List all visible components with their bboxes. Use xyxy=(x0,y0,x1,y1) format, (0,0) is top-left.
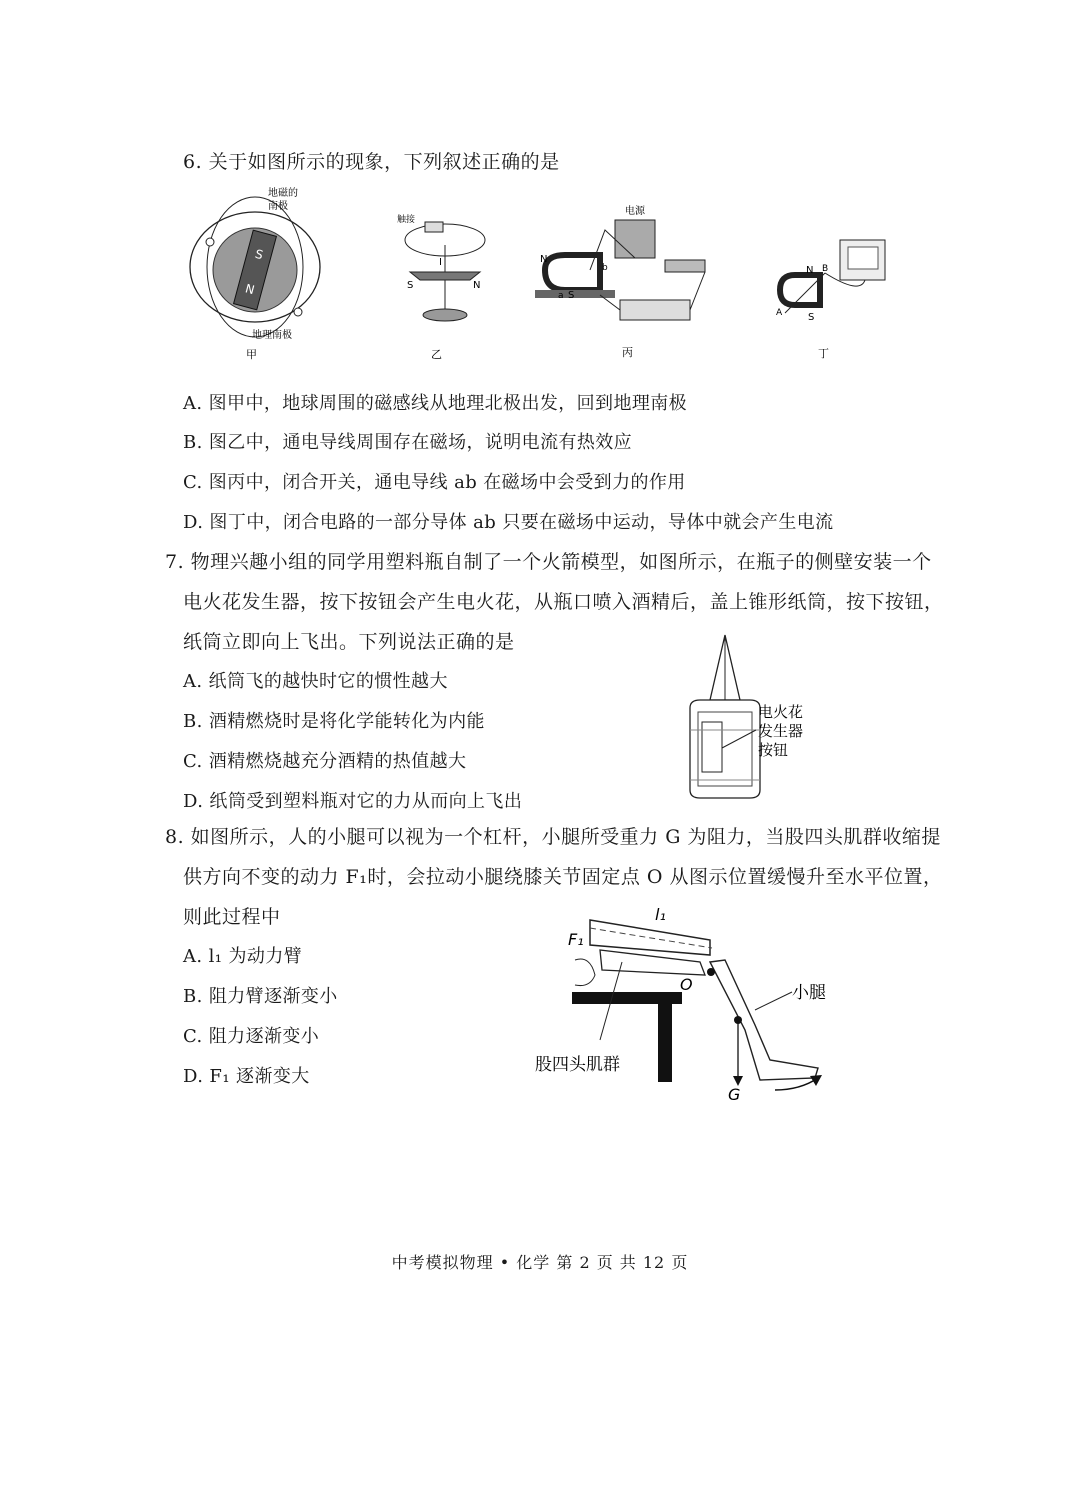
q8-option-b: B. 阻力臂逐渐变小 xyxy=(183,986,338,1007)
yi-i: I xyxy=(439,257,442,268)
label-g: G xyxy=(728,1085,741,1104)
bing-b: b xyxy=(602,263,608,273)
q7-stem-line-2: 电火花发生器，按下按钮会产生电火花，从瓶口喷入酒精后，盖上锥形纸筒，按下按钮， xyxy=(183,591,944,613)
bing-a: a xyxy=(558,291,564,301)
bing-power: 电源 xyxy=(625,206,645,217)
label-o: O xyxy=(680,975,693,994)
jia-pole-n: N xyxy=(243,281,256,298)
yi-caption: 乙 xyxy=(431,348,442,360)
ding-a: A xyxy=(776,308,783,318)
q7-stem-line-1: 7. 物理兴趣小组的同学用塑料瓶自制了一个火箭模型，如图所示，在瓶子的侧壁安装一个 xyxy=(165,551,932,573)
label-leg: 小腿 xyxy=(792,983,826,1003)
bing-s: S xyxy=(568,290,575,301)
q8-option-a: A. l₁ 为动力臂 xyxy=(183,946,303,967)
q8-stem-line-2: 供方向不变的动力 F₁时，会拉动小腿绕膝关节固定点 O 从图示位置缓慢升至水平位置， xyxy=(183,866,943,888)
yi-touch: 触接 xyxy=(397,215,416,225)
rocket-label-1: 电火花 xyxy=(758,703,804,721)
figure-yi xyxy=(395,210,495,360)
ding-caption: 丁 xyxy=(818,347,829,360)
bing-n: N xyxy=(540,254,548,265)
label-f1: F₁ xyxy=(568,930,584,949)
q6-option-b: B. 图乙中，通电导线周围存在磁场，说明电流有热效应 xyxy=(183,432,633,453)
q8-stem-line-1: 8. 如图所示，人的小腿可以视为一个杠杆，小腿所受重力 G 为阻力，当股四头肌群收缩提 xyxy=(165,826,941,848)
q7-option-a: A. 纸筒飞的越快时它的惯性越大 xyxy=(183,671,448,692)
jia-label-top: 地磁的 xyxy=(268,188,298,199)
figure-jia xyxy=(180,182,330,362)
page-footer: 中考模拟物理 • 化学 第 2 页 共 12 页 xyxy=(391,1253,689,1272)
figure-ding xyxy=(770,235,890,360)
q8-option-d: D. F₁ 逐渐变大 xyxy=(183,1066,310,1087)
yi-s: S xyxy=(407,280,414,291)
label-muscle: 股四头肌群 xyxy=(535,1055,620,1075)
figure-bing xyxy=(530,200,720,360)
bing-caption: 丙 xyxy=(622,346,633,359)
ding-s: S xyxy=(808,312,815,323)
jia-pole-s: S xyxy=(253,246,265,263)
figure-rocket xyxy=(680,630,840,805)
q7-stem-line-3: 纸筒立即向上飞出。下列说法正确的是 xyxy=(183,631,515,653)
q8-stem-line-3: 则此过程中 xyxy=(183,906,281,928)
figure-leg-lever xyxy=(530,900,850,1105)
q7-option-c: C. 酒精燃烧越充分酒精的热值越大 xyxy=(183,751,467,772)
q6-option-a: A. 图甲中，地球周围的磁感线从地理北极出发，回到地理南极 xyxy=(183,393,688,414)
jia-caption: 甲 xyxy=(246,348,257,361)
q6-option-d: D. 图丁中，闭合电路的一部分导体 ab 只要在磁场中运动，导体中就会产生电流 xyxy=(183,512,834,533)
rocket-label-2: 发生器 xyxy=(758,722,804,740)
q6-stem: 6. 关于如图所示的现象，下列叙述正确的是 xyxy=(183,151,560,173)
q8-option-c: C. 阻力逐渐变小 xyxy=(183,1026,320,1047)
q7-option-d: D. 纸筒受到塑料瓶对它的力从而向上飞出 xyxy=(183,791,523,812)
jia-label-bottom: 地理南极 xyxy=(252,330,292,341)
q6-option-c: C. 图丙中，闭合开关，通电导线 ab 在磁场中会受到力的作用 xyxy=(183,472,686,493)
q7-option-b: B. 酒精燃烧时是将化学能转化为内能 xyxy=(183,711,485,732)
ding-n: N xyxy=(806,265,814,276)
yi-n: N xyxy=(473,280,481,291)
jia-label-top2: 南极 xyxy=(268,201,288,212)
label-l1: l₁ xyxy=(655,905,666,924)
rocket-label-3: 按钮 xyxy=(758,741,789,759)
ding-b: B xyxy=(822,264,829,274)
